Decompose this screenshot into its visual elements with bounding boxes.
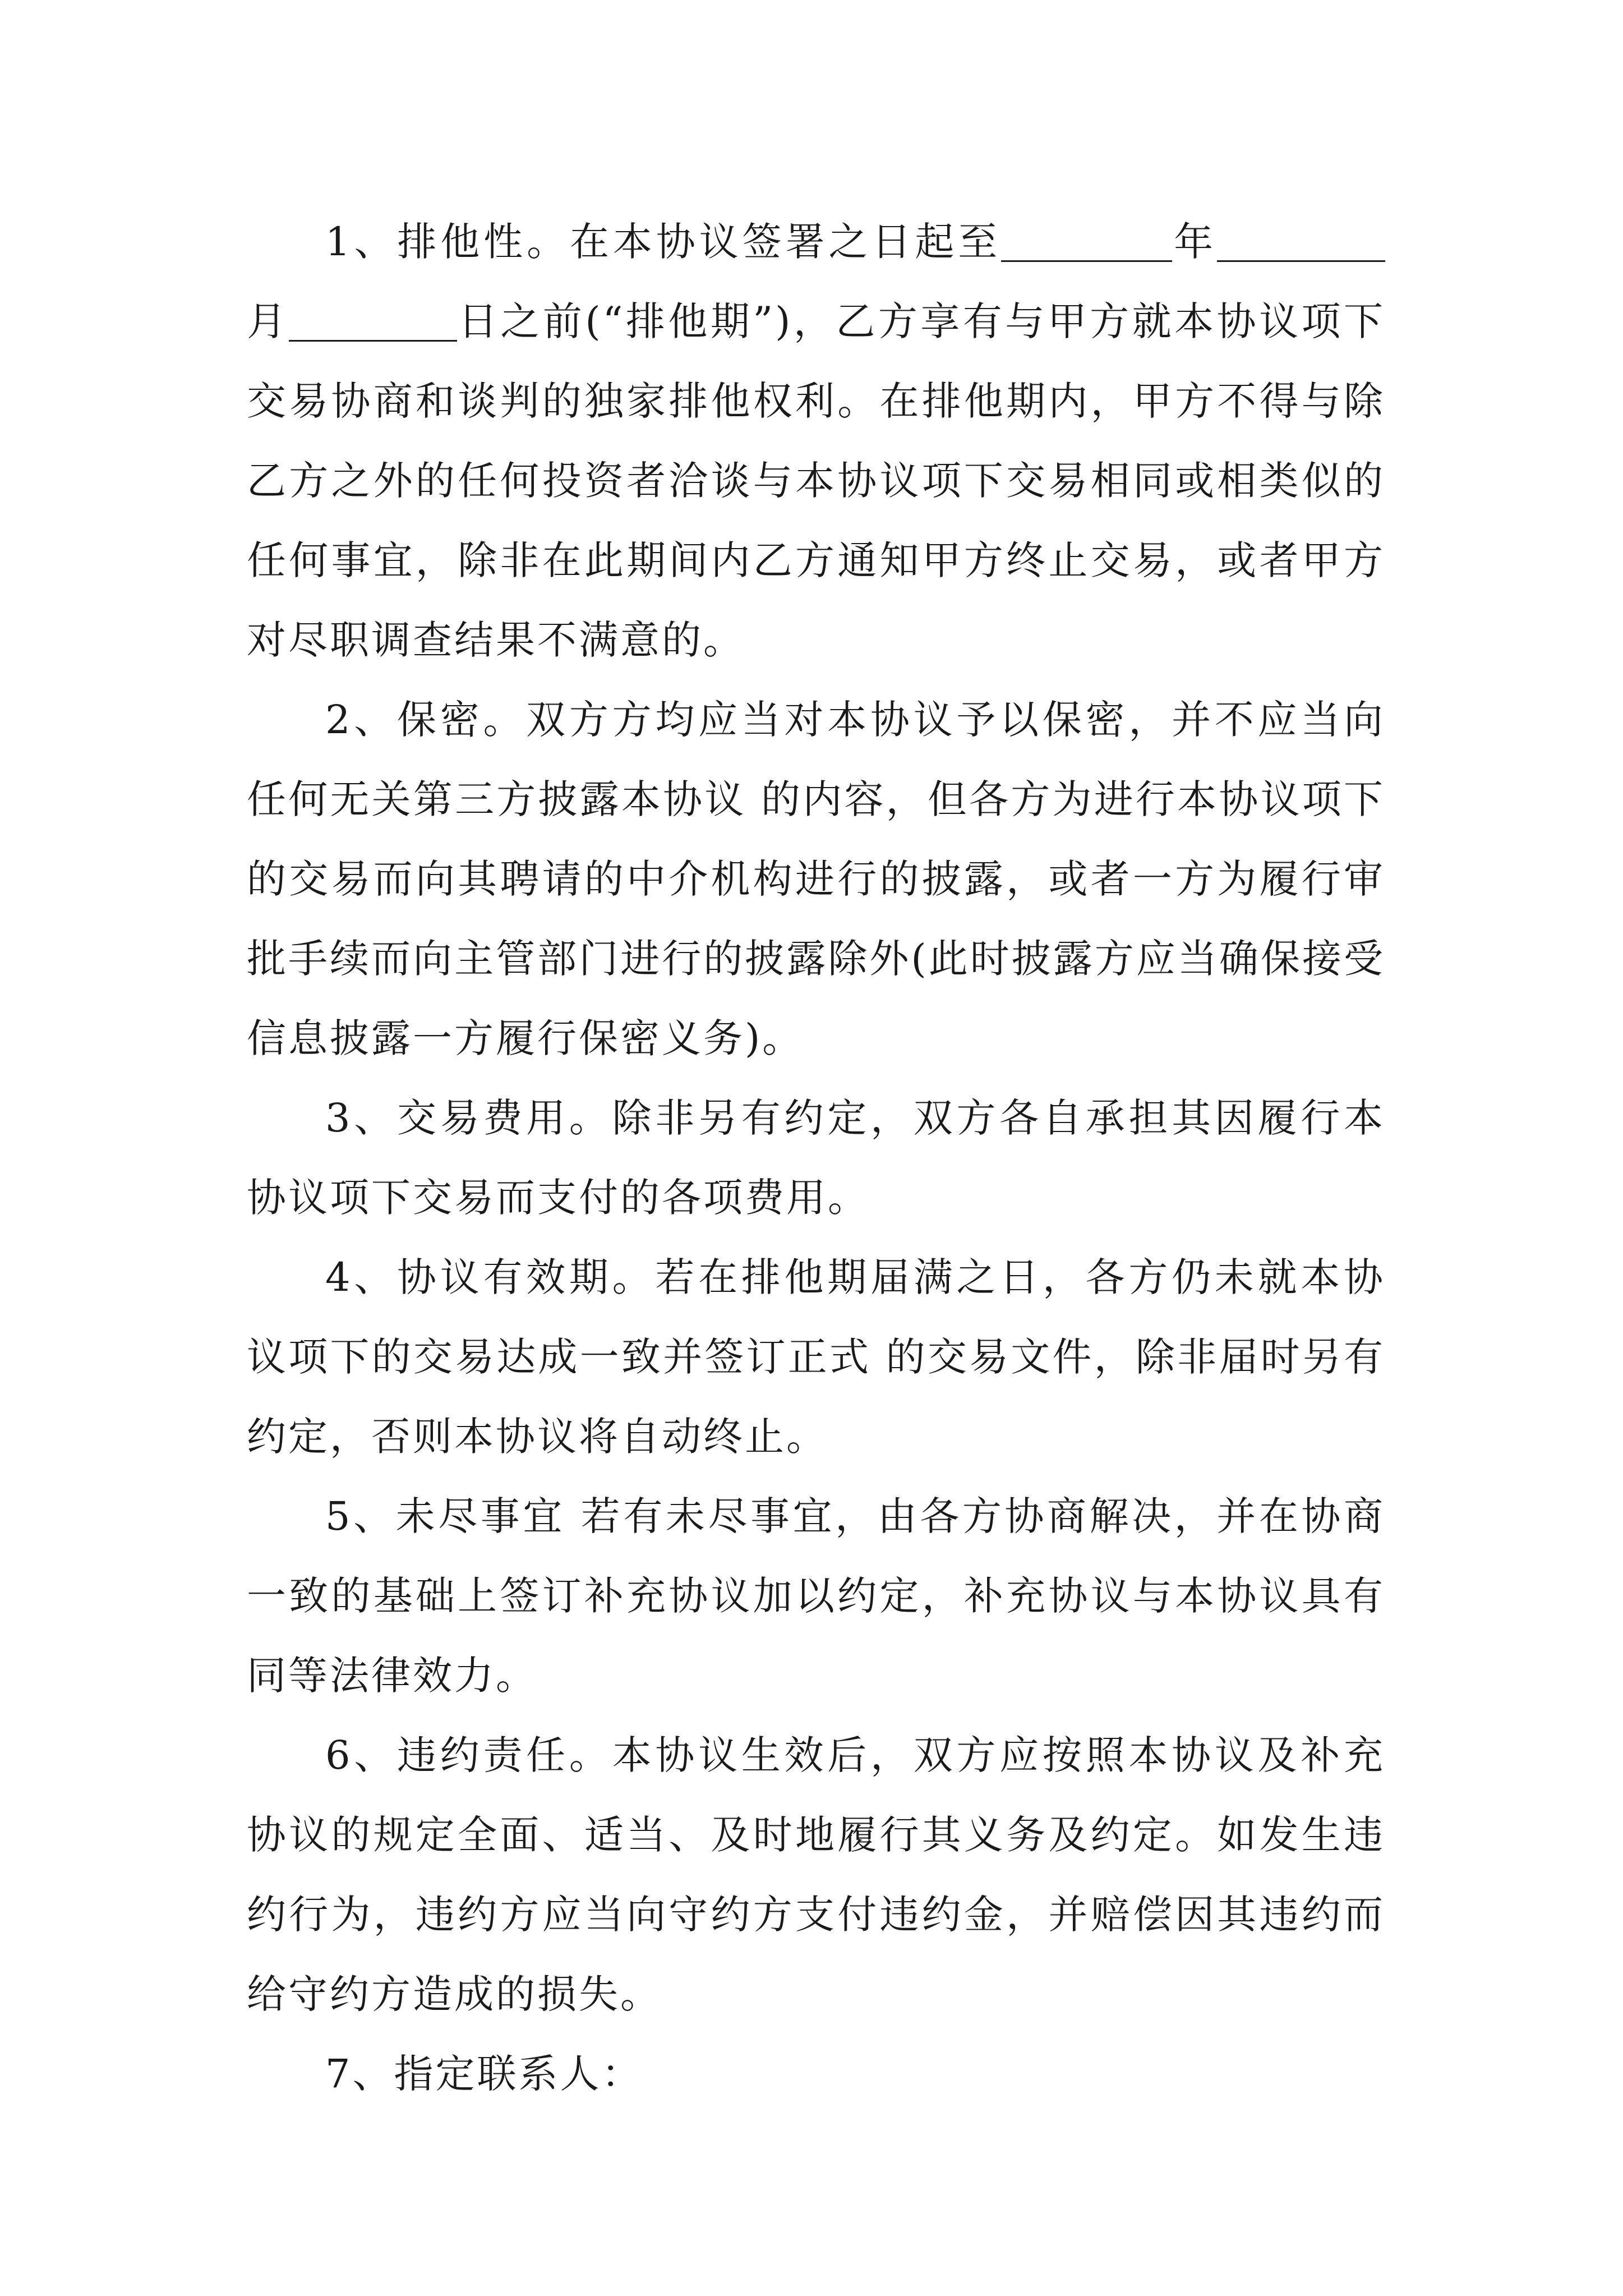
clause-transaction-fees: 3、交易费用。除非另有约定，双方各自承担其因履行本协议项下交易而支付的各项费用。	[247, 1095, 1385, 1221]
clause-exclusivity	[247, 202, 1385, 680]
year-label: 年	[1172, 219, 1217, 265]
clause-exclusivity-lead: 1、排他性。在本协议签署之日起至	[325, 219, 1002, 265]
clause-breach-liability: 6、违约责任。本协议生效后，双方应按照本协议及补充协议的规定全面、适当、及时地履行其义务及约定。如发生违约行为，违约方应当向守约方支付违约金，并赔偿因其违约而给守约方造成的损失。	[247, 1732, 1385, 2017]
clause-confidentiality: 2、保密。双方方均应当对本协议予以保密，并不应当向任何无关第三方披露本协议 的内容，但各方为进行本协议项下的交易而向其聘请的中介机构进行的披露，或者一方为履行审批手续而向主管部门进行的披露除外(此时披露方应当确保接受信息披露一方履行保密义务)。	[247, 697, 1385, 1061]
document-body	[247, 202, 1385, 2114]
year-blank[interactable]	[1001, 221, 1172, 262]
day-blank[interactable]	[289, 301, 457, 342]
month-blank[interactable]	[1217, 221, 1385, 262]
clause-outstanding-matters: 5、未尽事宜 若有未尽事宜，由各方协商解决，并在协商一致的基础上签订补充协议加以约定，补充协议与本协议具有同等法律效力。	[247, 1493, 1385, 1699]
clause-designated-contact: 7、指定联系人：	[325, 2051, 643, 2097]
clause-exclusivity-body: 日之前(“排他期”)，乙方享有与甲方就本协议项下交易协商和谈判的独家排他权利。在排他期内，甲方不得与除乙方之外的任何投资者洽谈与本协议项下交易相同或相类似的任何事宜，除非在此期间内乙方通知甲方终止交易，或者甲方对尽职调查结果不满意的。	[247, 298, 1386, 663]
month-label: 月	[247, 298, 289, 344]
clause-term: 4、协议有效期。若在排他期届满之日，各方仍未就本协议项下的交易达成一致并签订正式 的交易文件，除非届时另有约定，否则本协议将自动终止。	[247, 1254, 1385, 1460]
